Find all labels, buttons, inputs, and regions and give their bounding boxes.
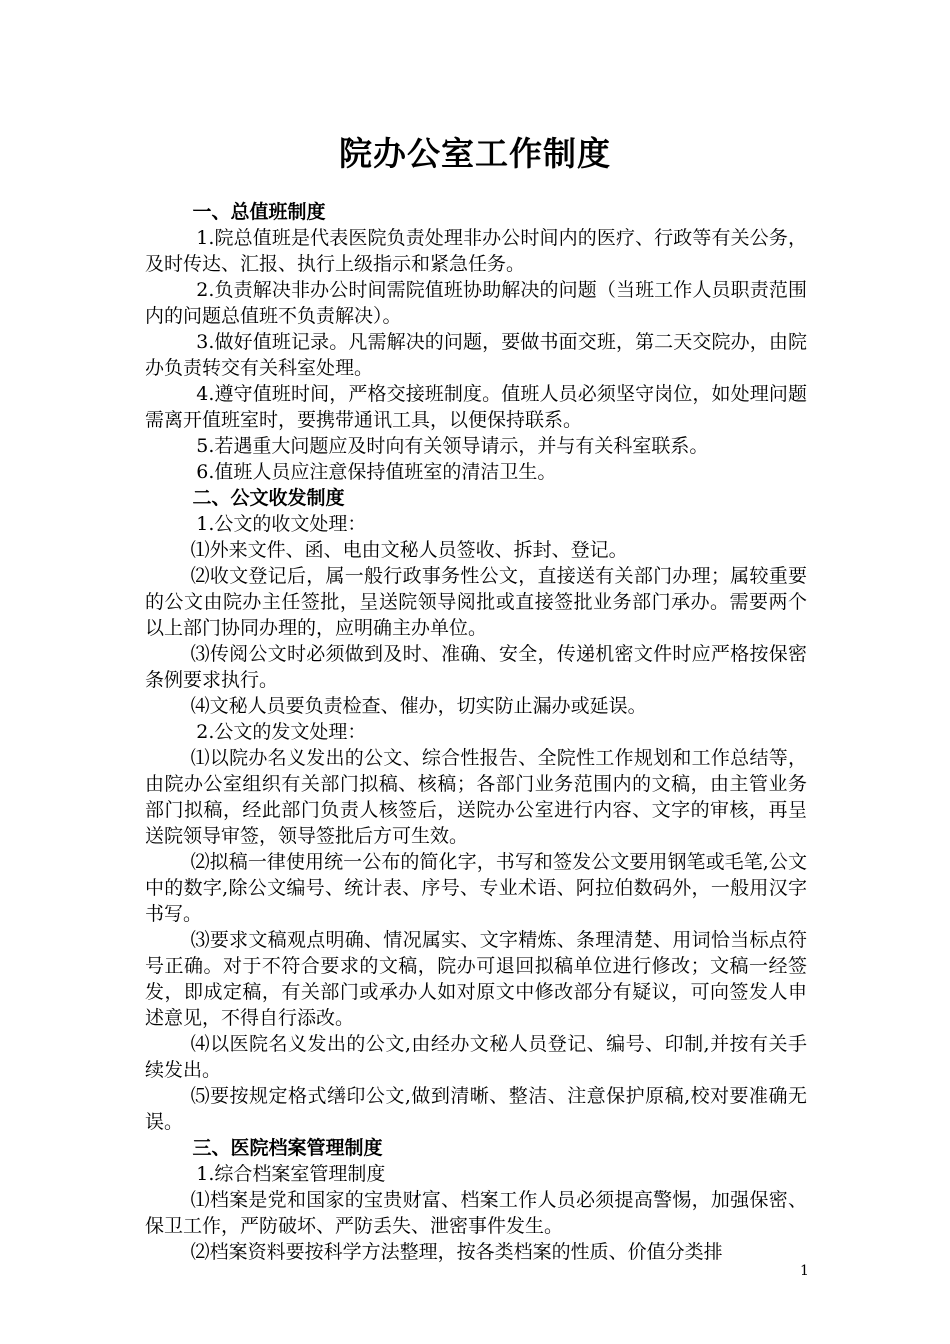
paragraph: 1.院总值班是代表医院负责处理非办公时间内的医疗、行政等有关公务，及时传达、汇报、执行上级指示和紧急任务。	[145, 227, 807, 275]
paragraph: ⑵收文登记后，属一般行政事务性公文，直接送有关部门办理；属较重要的公文由院办主任签批，呈送院领导阅批或直接签批业务部门承办。需要两个以上部门协同办理的，应明确主办单位。	[145, 565, 807, 639]
paragraph: ⑸要按规定格式缮印公文,做到清晰、整洁、注意保护原稿,校对要准确无误。	[145, 1085, 807, 1133]
paragraph: ⑴外来文件、函、电由文秘人员签收、拆封、登记。	[190, 539, 628, 561]
page-number: 1	[800, 1263, 809, 1279]
paragraph: 1.公文的收文处理：	[196, 513, 367, 535]
paragraph: 2.负责解决非办公时间需院值班协助解决的问题（当班工作人员职责范围内的问题总值班不负责解决）。	[145, 279, 807, 327]
section-heading: 一、总值班制度	[192, 201, 326, 223]
paragraph: 3.做好值班记录。凡需解决的问题，要做书面交班，第二天交院办，由院办负责转交有关科室处理。	[145, 331, 807, 379]
paragraph: ⑵拟稿一律使用统一公布的简化字，书写和签发公文要用钢笔或毛笔,公文中的数字,除公文编号、统计表、序号、专业术语、阿拉伯数码外，一般用汉字书写。	[145, 851, 807, 925]
paragraph: ⑷文秘人员要负责检查、催办，切实防止漏办或延误。	[190, 695, 647, 717]
paragraph: ⑴档案是党和国家的宝贵财富、档案工作人员必须提高警惕，加强保密、保卫工作，严防破坏、严防丢失、泄密事件发生。	[145, 1189, 807, 1237]
section-heading: 三、医院档案管理制度	[192, 1137, 383, 1159]
page-title: 院办公室工作制度	[339, 134, 611, 173]
section-heading: 二、公文收发制度	[192, 487, 345, 509]
paragraph: 1.综合档案室管理制度	[196, 1163, 386, 1185]
paragraph: ⑷以医院名义发出的公文,由经办文秘人员登记、编号、印制,并按有关手续发出。	[145, 1033, 807, 1081]
paragraph: 6.值班人员应注意保持值班室的清洁卫生。	[196, 461, 557, 483]
paragraph: 5.若遇重大问题应及时向有关领导请示，并与有关科室联系。	[196, 435, 709, 457]
paragraph: ⑶要求文稿观点明确、情况属实、文字精炼、条理清楚、用词恰当标点符号正确。对于不符合要求的文稿，院办可退回拟稿单位进行修改；文稿一经签发，即成定稿，有关部门或承办人如对原文中修改部分有疑议，可向签发人申述意见，不得自行添改。	[145, 929, 807, 1029]
document-body	[145, 199, 807, 1265]
paragraph: ⑴以院办名义发出的公文、综合性报告、全院性工作规划和工作总结等，由院办公室组织有关部门拟稿、核稿；各部门业务范围内的文稿，由主管业务部门拟稿，经此部门负责人核签后，送院办公室进行内容、文字的审核，再呈送院领导审签，领导签批后方可生效。	[145, 747, 807, 847]
paragraph: 2.公文的发文处理：	[196, 721, 367, 743]
paragraph: ⑵档案资料要按科学方法整理，按各类档案的性质、价值分类排	[190, 1241, 723, 1263]
paragraph: 4.遵守值班时间，严格交接班制度。值班人员必须坚守岗位，如处理问题需离开值班室时，要携带通讯工具，以便保持联系。	[145, 383, 807, 431]
paragraph: ⑶传阅公文时必须做到及时、准确、安全，传递机密文件时应严格按保密条例要求执行。	[145, 643, 807, 691]
